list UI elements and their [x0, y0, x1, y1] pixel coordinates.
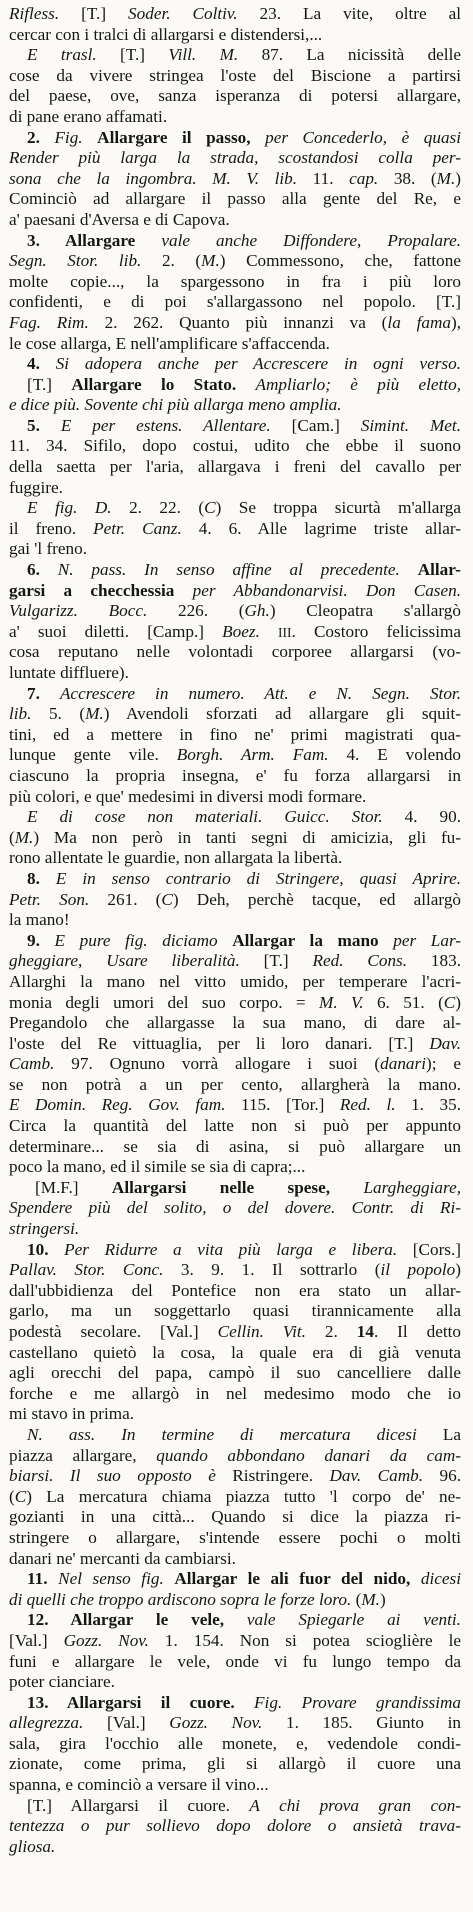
text-line: [9, 86, 461, 107]
text-run: Red. Cons.: [312, 951, 408, 971]
text-line: [9, 457, 461, 478]
text-run: M.: [85, 704, 104, 724]
text-line: [9, 272, 461, 293]
text-line: [9, 292, 461, 313]
text-run: garsi a checchessia: [9, 580, 193, 600]
text-run: gai 'l freno.: [9, 539, 88, 559]
text-line: [9, 1693, 461, 1714]
text-run: dall'ubbidienza del Pontefice non era stato un allar-: [9, 1280, 461, 1300]
text-run: Spendere più del solito, o del dovere. Contr. di Ri-: [9, 1198, 461, 1218]
text-run: Fag. Rim.: [9, 312, 89, 332]
text-run: 13. Allargarsi il cuore.: [27, 1692, 255, 1712]
text-run: A chi prova gran con-: [249, 1795, 461, 1815]
text-run: 6.: [27, 560, 58, 580]
text-line: [9, 519, 461, 540]
text-line: [9, 725, 461, 746]
text-line: [9, 107, 461, 128]
text-run: M.: [14, 827, 34, 847]
text-run: Circa la quantità del latte non si può per appunto: [9, 1116, 461, 1136]
text-run: Camb.: [9, 1054, 55, 1074]
text-line: [9, 1610, 461, 1631]
text-line: [9, 1775, 461, 1796]
text-run: il freno.: [9, 518, 94, 538]
text-run: Petr. Canz.: [93, 518, 182, 538]
text-run: Pallav. Stor. Conc.: [9, 1260, 164, 1280]
text-run: sala, gira l'occhio alle monete, e, vedendole condi-: [9, 1733, 461, 1753]
text-run: Fig.: [54, 127, 98, 147]
text-line: [9, 1384, 461, 1405]
text-run: lib.: [9, 704, 32, 724]
text-run: danari: [380, 1054, 426, 1074]
text-run: ) Se troppa sicurtà m'allarga: [215, 498, 461, 518]
text-run: garlo, ma un soggettarlo quasi tirannicamente alla: [9, 1301, 461, 1321]
text-run: 2.: [305, 1322, 357, 1341]
text-line: [9, 210, 461, 231]
text-run: 3. 9. 1. Il sottrarlo (: [163, 1260, 381, 1280]
text-run: quando abbondano danari da cam-: [156, 1445, 461, 1465]
text-run: monia degli umori del suo corpo. =: [9, 992, 319, 1012]
text-run: zionate, come prima, gli si allargò il cuore una: [9, 1754, 461, 1774]
text-line: [9, 4, 461, 25]
text-line: [9, 539, 461, 560]
text-run: 4. 6. Alle lagrime triste allar-: [181, 518, 461, 538]
text-run: Accrescere in numero. Att. e N. Segn. Stor.: [59, 683, 461, 703]
text-line: [9, 890, 461, 911]
text-run: forche e me allargò in nel medesimo modo che io: [9, 1383, 461, 1403]
text-run: a' suoi diletti. [Camp.]: [9, 621, 223, 641]
text-run: Ristringere.: [215, 1466, 330, 1486]
text-run: 115. [Tor.]: [225, 1095, 340, 1115]
text-run: 4. E volendo: [328, 745, 461, 765]
text-line: [9, 1343, 461, 1364]
text-run: stringersi.: [9, 1219, 80, 1239]
text-line: [9, 993, 461, 1014]
text-run: Si adopera anche per Accrescere in ogni verso.: [55, 354, 461, 374]
text-line: [9, 1034, 461, 1055]
text-run: vale anche Diffondere, Propalare.: [161, 230, 461, 250]
text-line: [9, 1446, 461, 1467]
text-line: [9, 1219, 461, 1240]
text-run: gozianti in una città... Quando si dice la piazza ri-: [9, 1507, 461, 1527]
text-run: [Cam.]: [270, 415, 361, 435]
text-run: l'oste del Re vittuaglia, per li loro danari. [T.]: [9, 1033, 430, 1053]
text-run: Vulgarizz. Bocc.: [9, 601, 148, 621]
text-run: 97. Ognuno vorrà allogare i suoi (: [54, 1054, 381, 1074]
text-run: di quelli che troppo ardiscono sopra le forze loro.: [9, 1589, 352, 1609]
text-run: Allargare il passo,: [97, 127, 266, 147]
text-line: [9, 745, 461, 766]
text-run: piazza allargare,: [9, 1445, 157, 1465]
text-line: [9, 45, 461, 66]
text-run: luntate diffluere).: [9, 663, 129, 682]
text-run: (: [9, 827, 15, 847]
text-run: cosa reputano nelle volontadi corporee allargarsi (vo-: [9, 642, 461, 662]
text-line: [9, 1157, 461, 1178]
text-run: confidenti, e di poi s'allargassono nel popolo. [T.]: [9, 292, 461, 312]
text-run: cercar con i tralci di allargarsi e distendersi,...: [9, 24, 323, 44]
text-run: . Il detto: [373, 1322, 461, 1341]
text-run: 11.: [27, 1569, 59, 1589]
text-line: [9, 1363, 461, 1384]
text-run: ); e: [425, 1054, 461, 1074]
text-line: [9, 375, 461, 396]
text-line: [9, 436, 461, 457]
text-line: [9, 1528, 461, 1549]
text-run: ): [455, 1260, 461, 1280]
text-run: la fama: [387, 312, 451, 332]
text-line: [9, 1590, 461, 1611]
text-line: [9, 1054, 461, 1075]
text-line: [9, 1507, 461, 1528]
text-run: 12. Allargar le vele,: [27, 1610, 247, 1630]
text-run: Ampliarlo; è più eletto,: [255, 374, 461, 394]
text-run: N. pass. In senso affine al precedente.: [57, 560, 418, 580]
text-run: Borgh. Arm. Fam.: [176, 745, 329, 765]
text-run: Render più larga la strada, scostandosi colla per-: [9, 148, 461, 168]
text-run: C: [14, 1486, 27, 1506]
text-run: Allargarsi nelle spese,: [111, 1177, 364, 1197]
text-run: 96.: [423, 1466, 461, 1486]
text-line: [9, 1796, 461, 1817]
text-run: 1. 185. Giunto in: [262, 1713, 461, 1733]
text-line: [9, 1095, 461, 1116]
text-run: ) Avendoli sforzati ad allargare gli squit-: [103, 704, 461, 724]
text-run: 4.: [27, 354, 56, 374]
text-run: [T.]: [239, 951, 313, 971]
text-run: M. V.: [319, 992, 364, 1012]
text-line: [9, 395, 461, 416]
text-run: funi e allargare le vele, onde vi fu lungo tempo da: [9, 1651, 461, 1671]
text-run: di pane erano affamati.: [9, 106, 168, 126]
text-run: M.: [361, 1589, 380, 1609]
text-line: [9, 1281, 461, 1302]
text-run: podestà secolare. [Val.]: [9, 1322, 218, 1341]
text-run: 1. 154. Non si potea scioglière le: [148, 1630, 461, 1650]
text-line: [9, 828, 461, 849]
text-run: (: [9, 1486, 15, 1506]
text-run: [Val.]: [9, 1630, 64, 1650]
text-line: [9, 478, 461, 499]
text-line: [9, 910, 461, 931]
text-line: [9, 848, 461, 869]
text-run: il popolo: [380, 1260, 456, 1280]
text-run: C: [161, 889, 173, 909]
text-run: ) Commessono, che, fattone: [219, 251, 461, 271]
text-run: E Domin. Reg. Gov. fam.: [9, 1095, 226, 1115]
text-run: 183.: [407, 951, 461, 971]
text-run: Per Ridurre a vita più larga e libera.: [64, 1239, 398, 1259]
text-run: ) Ma non però in tanti segni di amicizia, gli fu-: [33, 827, 461, 847]
text-run: 11.: [297, 168, 350, 188]
text-run: gheggiare, Usare liberalità.: [9, 951, 240, 971]
text-run: . Costoro felicissima: [291, 621, 461, 641]
text-run: Dav.: [429, 1033, 461, 1053]
text-line: [9, 231, 461, 252]
text-run: più colori, e que' medesimi in diversi modi formare.: [9, 786, 367, 806]
text-line: [9, 1549, 461, 1570]
text-run: cap.: [349, 168, 379, 188]
text-line: [9, 787, 461, 808]
text-line: [9, 1631, 461, 1652]
text-run: E di cose non materiali. Guicc. Stor.: [27, 807, 383, 827]
text-run: ): [455, 992, 461, 1012]
text-run: Cellin. Vit.: [217, 1322, 306, 1341]
text-line: [9, 1837, 461, 1858]
text-run: e dice più. Sovente chi più allarga meno amplia.: [9, 395, 342, 415]
text-line: [9, 1466, 461, 1487]
text-line: [9, 416, 461, 437]
text-run: E trasl.: [27, 45, 121, 65]
text-run: III: [278, 624, 292, 640]
text-run: se non potrà a un per cento, allargherà la mano.: [9, 1074, 461, 1094]
text-run: (: [351, 1589, 362, 1609]
text-run: E in senso contrario di Stringere, quasi Aprire.: [55, 868, 461, 888]
text-run: per Abbandonarvisi. Don Casen.: [192, 580, 461, 600]
text-line: [9, 1734, 461, 1755]
text-line: [9, 1013, 461, 1034]
text-line: [9, 1322, 461, 1343]
text-run: mi stavo in prima.: [9, 1404, 135, 1424]
text-run: Gh.: [244, 601, 270, 621]
text-run: 3. Allargare: [27, 230, 162, 250]
text-run: M.: [201, 251, 220, 271]
text-run: 8.: [27, 868, 56, 888]
text-run: molte copie..., la spargessono in fra i più loro: [9, 271, 461, 291]
text-run: ciascuno la propria insegna, e' fu forza allargarsi in: [9, 765, 461, 785]
text-line: [9, 684, 461, 705]
text-run: Red. l.: [339, 1095, 396, 1115]
text-run: Gozz. Nov.: [63, 1630, 149, 1650]
text-run: [Cors.]: [397, 1239, 461, 1259]
text-line: [9, 869, 461, 890]
text-line: [9, 581, 461, 602]
text-run: Nel senso fig.: [58, 1569, 175, 1589]
text-line: [9, 334, 461, 355]
text-run: Gozz. Nov.: [169, 1713, 263, 1733]
text-line: [9, 1816, 461, 1837]
text-line: [9, 1672, 461, 1693]
text-line: [9, 1301, 461, 1322]
text-line: [9, 1178, 461, 1199]
text-line: [9, 931, 461, 952]
text-run: 11. 34. Sifilo, dopo costui, udito che ebbe il suono: [9, 436, 461, 456]
text-run: Segn. Stor. lib.: [9, 251, 142, 271]
text-run: vale Spiegarle ai venti.: [246, 1610, 461, 1630]
text-run: Allar-: [417, 560, 461, 580]
text-run: 5.: [27, 415, 61, 435]
text-line: [9, 1116, 461, 1137]
text-run: 38. (: [378, 168, 437, 188]
text-line: [9, 622, 461, 643]
text-line: [9, 148, 461, 169]
text-run: Fig. Provare grandissima: [254, 1692, 461, 1712]
text-line: [9, 951, 461, 972]
text-run: poter cianciare.: [9, 1672, 115, 1692]
text-line: [9, 766, 461, 787]
text-run: Largheggiare,: [363, 1177, 461, 1197]
text-run: [Val.]: [83, 1713, 170, 1733]
text-run: Rifless.: [9, 4, 82, 23]
text-run: M.: [436, 168, 456, 188]
text-run: ): [379, 1589, 386, 1609]
text-run: poco la mano, ed il simile se sia di capra;...: [9, 1157, 306, 1177]
text-run: rono allentate le guardie, non allargata la libertà.: [9, 848, 343, 868]
text-run: cose da vivere stringea l'oste del Biscione a partirsi: [9, 65, 461, 85]
text-run: 5. (: [31, 704, 86, 724]
text-line: [9, 1404, 461, 1425]
text-run: danari ne' mercanti da cambiarsi.: [9, 1548, 236, 1568]
text-line: [9, 313, 461, 334]
text-run: sona che la ingombra. M. V. lib.: [9, 168, 298, 188]
text-line: [9, 1075, 461, 1096]
text-run: lunque gente vile.: [9, 745, 177, 765]
text-run: determinare... se sia di asina, si può allargare un: [9, 1136, 461, 1156]
text-run: 4. 90.: [382, 807, 461, 827]
text-run: della saetta per l'aria, allargava i freni del cavallo per: [9, 457, 461, 477]
text-run: Dav. Camb.: [329, 1466, 424, 1486]
text-line: [9, 1487, 461, 1508]
text-run: spanna, e cominciò a versare il vino...: [9, 1775, 269, 1795]
text-line: [9, 1240, 461, 1261]
text-run: Boez.: [222, 621, 260, 641]
text-run: 7.: [27, 683, 60, 703]
text-run: E per estens. Allentare.: [60, 415, 271, 435]
text-run: E fig. D.: [27, 498, 112, 518]
text-line: [9, 1137, 461, 1158]
text-run: [T.]: [81, 4, 129, 23]
text-line: [9, 1260, 461, 1281]
text-run: 261. (: [89, 889, 162, 909]
text-line: [9, 663, 461, 684]
text-run: stringere o allargare, s'intende essere pochi o molti: [9, 1527, 461, 1547]
text-line: [9, 66, 461, 87]
text-run: gliosa.: [9, 1836, 56, 1856]
text-run: biarsi. Il suo opposto è: [9, 1466, 216, 1486]
text-run: per Concederlo, è quasi: [265, 127, 461, 147]
text-run: 2. 22. (: [111, 498, 205, 518]
text-run: Allargar la mano: [232, 930, 394, 950]
text-run: a' paesani d'Aversa e di Capova.: [9, 209, 230, 229]
text-line: [9, 560, 461, 581]
text-run: Vill. M.: [168, 45, 239, 65]
text-line: [9, 251, 461, 272]
text-line: [9, 972, 461, 993]
text-line: [9, 25, 461, 46]
text-run: [T.]: [27, 374, 72, 394]
text-run: 10.: [27, 1239, 65, 1259]
text-run: Allargare lo Stato.: [71, 374, 256, 394]
text-run: ) Deh, perchè tacque, ed allargò: [172, 889, 461, 909]
text-run: Allargar le ali fuor del nido,: [174, 1569, 421, 1589]
text-run: 23. La vite, oltre al: [237, 4, 461, 23]
text-run: Pregandolo che allargasse la sua mano, di dare al-: [9, 1013, 461, 1033]
text-run: C: [443, 992, 456, 1012]
text-run: ): [455, 168, 461, 188]
text-run: 14: [356, 1322, 374, 1341]
text-run: ) Cleopatra s'allargò: [269, 601, 461, 621]
text-run: Petr. Son.: [9, 889, 90, 909]
text-run: per Lar-: [393, 930, 461, 950]
text-line: [9, 807, 461, 828]
text-line: [9, 128, 461, 149]
text-line: [9, 1652, 461, 1673]
text-line: [9, 704, 461, 725]
text-run: [M.F.]: [35, 1177, 112, 1197]
text-run: ) La mercatura chiama piazza tutto 'l corpo de' ne-: [26, 1486, 461, 1506]
text-line: [9, 642, 461, 663]
text-line: [9, 601, 461, 622]
text-run: ),: [450, 312, 461, 332]
text-run: [260, 622, 278, 641]
text-run: [T.] Allargarsi il cuore.: [27, 1795, 250, 1815]
text-line: [9, 1754, 461, 1775]
text-run: allegrezza.: [9, 1713, 84, 1733]
text-run: la mano!: [9, 910, 70, 930]
text-run: Cominciò ad allargare il passo alla gente del Re, e: [9, 189, 461, 209]
text-run: E pure fig. diciamo: [54, 930, 233, 950]
text-run: Simint. Met.: [360, 415, 461, 435]
text-line: [9, 189, 461, 210]
text-run: 1. 35.: [395, 1095, 461, 1115]
text-run: tini, ed a mettere in fino ne' primi magistrati qua-: [9, 724, 461, 744]
text-line: [9, 1425, 461, 1446]
text-line: [9, 1713, 461, 1734]
text-run: tentezza o pur sollievo dopo dolore o ansietà trava-: [9, 1816, 461, 1836]
text-run: 2. (: [141, 251, 202, 271]
text-run: C: [204, 498, 216, 518]
text-run: Allarghi la mano nel vitto umido, per temperare l'acri-: [9, 971, 461, 991]
text-line: [9, 1569, 461, 1590]
text-run: N. ass. In termine di mercatura dicesi: [27, 1424, 417, 1444]
text-run: castellano quietò la cosa, la quale era di già venuta: [9, 1342, 461, 1362]
text-line: [9, 1198, 461, 1219]
text-run: 6. 51. (: [363, 992, 444, 1012]
text-run: agli orecchi del papa, campò il suo cancelliere dalle: [9, 1363, 461, 1383]
text-run: La: [416, 1424, 461, 1444]
text-run: del paese, ove, sanza isperanza di potersi allargare,: [9, 86, 461, 106]
text-run: fuggire.: [9, 477, 63, 497]
text-run: 2.: [27, 127, 55, 147]
text-run: 226. (: [147, 601, 245, 621]
text-run: dicesi: [420, 1569, 461, 1589]
text-run: 9.: [27, 930, 55, 950]
text-line: [9, 169, 461, 190]
text-run: 2. 262. Quanto più innanzi va (: [88, 312, 388, 332]
text-run: [T.]: [120, 45, 169, 65]
text-run: Soder. Coltiv.: [128, 4, 238, 23]
text-line: [9, 354, 461, 375]
text-run: 87. La nicissità delle: [238, 45, 461, 65]
text-run: le cose allarga, E nell'amplificare s'affaccenda.: [9, 333, 330, 353]
text-line: [9, 498, 461, 519]
